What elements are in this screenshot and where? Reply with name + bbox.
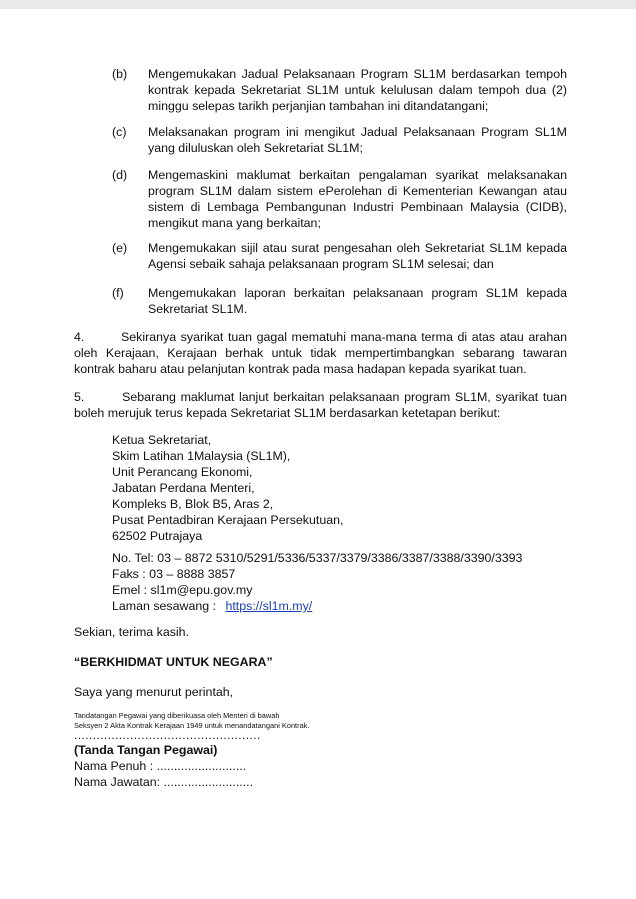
item-text: Mengemukakan laporan berkaitan pelaksanaan program SL1M kepada Sekretariat SL1M. [148, 286, 567, 316]
paragraph-5: 5. Sebarang maklumat lanjut berkaitan pelaksanaan program SL1M, syarikat tuan boleh merujuk terus kepada Sekretariat SL1M berdasarkan ketetapan berikut: [74, 390, 567, 420]
list-item-c [112, 124, 567, 156]
list-item-f [112, 285, 567, 317]
phone-line: No. Tel: 03 – 8872 5310/5291/5336/5337/3379/3386/3387/3388/3390/3393 [112, 551, 523, 565]
list-item-e [112, 240, 567, 272]
item-label: (c) [112, 125, 127, 139]
list-item-d [112, 167, 567, 231]
signature-note: Tandatangan Pegawai yang diberikuasa oleh Menteri di bawah [74, 711, 280, 720]
address-line: Jabatan Perdana Menteri, [112, 481, 255, 495]
position-field: Nama Jawatan: .......................... [74, 775, 254, 789]
address-line: Unit Perancang Ekonomi, [112, 465, 253, 479]
item-text: Melaksanakan program ini mengikut Jadual Pelaksanaan Program SL1M yang diluluskan oleh Sekretariat SL1M; [148, 125, 567, 155]
item-label: (d) [112, 168, 128, 182]
signature-title: (Tanda Tangan Pegawai) [74, 743, 218, 757]
signature-dotted-line: .................................................. [74, 728, 261, 742]
address-line: Ketua Sekretariat, [112, 433, 212, 447]
order-line: Saya yang menurut perintah, [74, 685, 234, 699]
closing-line: Sekian, terima kasih. [74, 625, 190, 639]
list-item-b [112, 66, 567, 114]
motto: “BERKHIDMAT UNTUK NEGARA” [74, 655, 273, 669]
item-text: Mengemukakan sijil atau surat pengesahan oleh Sekretariat SL1M kepada Agensi sebaik sahaja pelaksanaan program SL1M selesai; dan [148, 241, 567, 271]
address-line: 62502 Putrajaya [112, 529, 203, 543]
paragraph-4: 4. Sekiranya syarikat tuan gagal mematuhi mana-mana terma di atas atau arahan oleh Kerajaan, Kerajaan berhak untuk tidak mempertimbangkan sebarang tawaran kontrak baharu atau pelanjutan kontrak pada masa hadapan kepada syarikat tuan. [74, 330, 567, 376]
item-label: (e) [112, 241, 128, 255]
website-label: Laman sesawang : [112, 599, 217, 613]
fax-line: Faks : 03 – 8888 3857 [112, 567, 236, 581]
website-line [112, 598, 312, 614]
website-link[interactable]: https://sl1m.my/ [225, 599, 313, 613]
address-line: Skim Latihan 1Malaysia (SL1M), [112, 449, 291, 463]
email-line: Emel : sl1m@epu.gov.my [112, 583, 253, 597]
item-label: (f) [112, 286, 124, 300]
item-label: (b) [112, 67, 128, 81]
item-text: Mengemaskini maklumat berkaitan pengalaman syarikat melaksanakan program SL1M dalam sistem ePerolehan di Kementerian Kewangan atau sistem di Lembaga Pembangunan Industri Pembinaan Malaysia (CIDB), mengikut mana yang berkaitan; [148, 168, 567, 230]
item-text: Mengemukakan Jadual Pelaksanaan Program SL1M berdasarkan tempoh kontrak kepada Sekretariat SL1M untuk kelulusan dalam tempoh dua (2) minggu selepas tarikh perjanjian tambahan ini ditandatangani; [148, 67, 567, 113]
full-name-field: Nama Penuh : .......................... [74, 759, 247, 773]
signature-note: Seksyen 2 Akta Kontrak Kerajaan 1949 untuk menandatangani Kontrak. [74, 721, 310, 730]
address-line: Pusat Pentadbiran Kerajaan Persekutuan, [112, 513, 344, 527]
address-line: Kompleks B, Blok B5, Aras 2, [112, 497, 274, 511]
